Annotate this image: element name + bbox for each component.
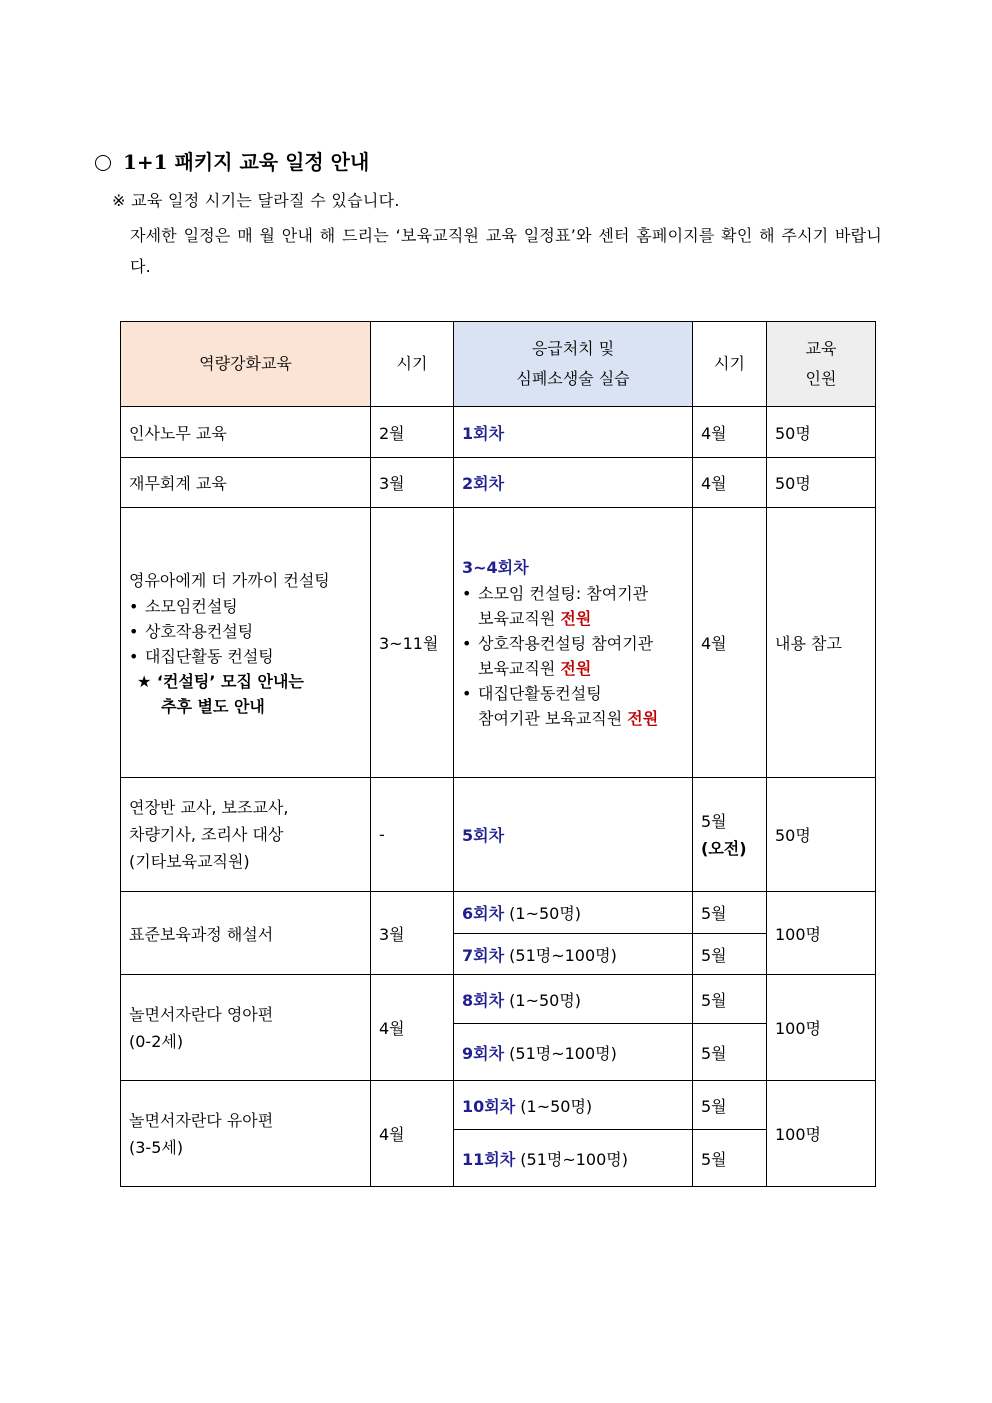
period2-cell: 5월 [693, 1081, 767, 1130]
period2-cell: 4월 [693, 458, 767, 508]
table-header-row [121, 322, 876, 407]
period2-cell: 5월 [693, 934, 767, 975]
course-cell: 연장반 교사, 보조교사, 차량기사, 조리사 대상 (기타보육교직원) [121, 778, 371, 892]
session-cell: 2회차 [454, 458, 693, 508]
period2-cell: 5월 [693, 1024, 767, 1081]
period1-cell: 2월 [371, 407, 454, 458]
period1-cell: 3월 [371, 892, 454, 975]
period2-cell: 4월 [693, 407, 767, 458]
count-cell: 50명 [767, 407, 876, 458]
count-cell: 내용 참고 [767, 508, 876, 778]
header-course: 역량강화교육 [121, 322, 371, 407]
session-cell: 1회차 [454, 407, 693, 458]
notice-star-line: ★ ‘컨설팅’ 모집 안내는 [137, 671, 304, 691]
header-count: 교육 인원 [767, 322, 876, 407]
schedule-table [120, 321, 876, 1187]
course-cell: 표준보육과정 해설서 [121, 892, 371, 975]
table-row [121, 892, 876, 934]
session-cell: 3~4회차 • 소모임 컨설팅: 참여기관 보육교직원 전원 • 상호작용컨설팅 참여기관 보육교직원 전원 • 대집단활동컨설팅 참여기관 보육교직원 전원 [454, 508, 693, 778]
session-cell: 7회차 (51명~100명) [454, 934, 693, 975]
count-cell: 100명 [767, 1081, 876, 1187]
circle-bullet-icon [95, 155, 111, 171]
course-cell: 놀면서자란다 영아편 (0-2세) [121, 975, 371, 1081]
count-cell: 50명 [767, 778, 876, 892]
session-bullet-list: • 소모임 컨설팅: 참여기관 보육교직원 전원 • 상호작용컨설팅 참여기관 보육교직원 전원 • 대집단활동컨설팅 참여기관 보육교직원 전원 [462, 581, 684, 731]
session-cell: 10회차 (1~50명) [454, 1081, 693, 1130]
table-row [121, 975, 876, 1024]
period2-cell: 5월 [693, 892, 767, 934]
course-cell: 재무회계 교육 [121, 458, 371, 508]
info-paragraph: 자세한 일정은 매 월 안내 해 드리는 ‘보육교직원 교육 일정표’와 센터 홈페이지를 확인 해 주시기 바랍니다. [130, 226, 882, 276]
table-row [121, 407, 876, 458]
course-cell: 놀면서자란다 유아편 (3-5세) [121, 1081, 371, 1187]
course-bullet-list: • 소모임컨설팅 • 상호작용컨설팅 • 대집단활동 컨설팅 [129, 594, 362, 669]
period1-cell: 3~11월 [371, 508, 454, 778]
header-period1: 시기 [371, 322, 454, 407]
notice-text: ※ 교육 일정 시기는 달라질 수 있습니다. [112, 191, 400, 210]
session-cell: 8회차 (1~50명) [454, 975, 693, 1024]
period2-cell: 5월 [693, 975, 767, 1024]
count-cell: 100명 [767, 975, 876, 1081]
session-cell: 6회차 (1~50명) [454, 892, 693, 934]
table-row [121, 508, 876, 778]
period1-cell: 3월 [371, 458, 454, 508]
course-cell: 영유아에게 더 가까이 컨설팅 • 소모임컨설팅 • 상호작용컨설팅 • 대집단활동 컨설팅 ★ ‘컨설팅’ 모집 안내는 추후 별도 안내 [121, 508, 371, 778]
period2-cell: 4월 [693, 508, 767, 778]
count-cell: 100명 [767, 892, 876, 975]
section-heading-text: 1+1 패키지 교육 일정 안내 [123, 150, 370, 174]
course-cell: 인사노무 교육 [121, 407, 371, 458]
table-row [121, 1081, 876, 1130]
period2-cell: 5월 [693, 1130, 767, 1187]
session-cell: 11회차 (51명~100명) [454, 1130, 693, 1187]
count-cell: 50명 [767, 458, 876, 508]
period2-cell: 5월 (오전) [693, 778, 767, 892]
notice-star-line2: 추후 별도 안내 [161, 696, 265, 716]
period1-cell: 4월 [371, 1081, 454, 1187]
table-row [121, 458, 876, 508]
period1-cell: - [371, 778, 454, 892]
period1-cell: 4월 [371, 975, 454, 1081]
table-row [121, 778, 876, 892]
section-heading [95, 146, 369, 175]
header-period2: 시기 [693, 322, 767, 407]
session-cell: 5회차 [454, 778, 693, 892]
session-cell: 9회차 (51명~100명) [454, 1024, 693, 1081]
header-firstaid: 응급처치 및 심폐소생술 실습 [454, 322, 693, 407]
